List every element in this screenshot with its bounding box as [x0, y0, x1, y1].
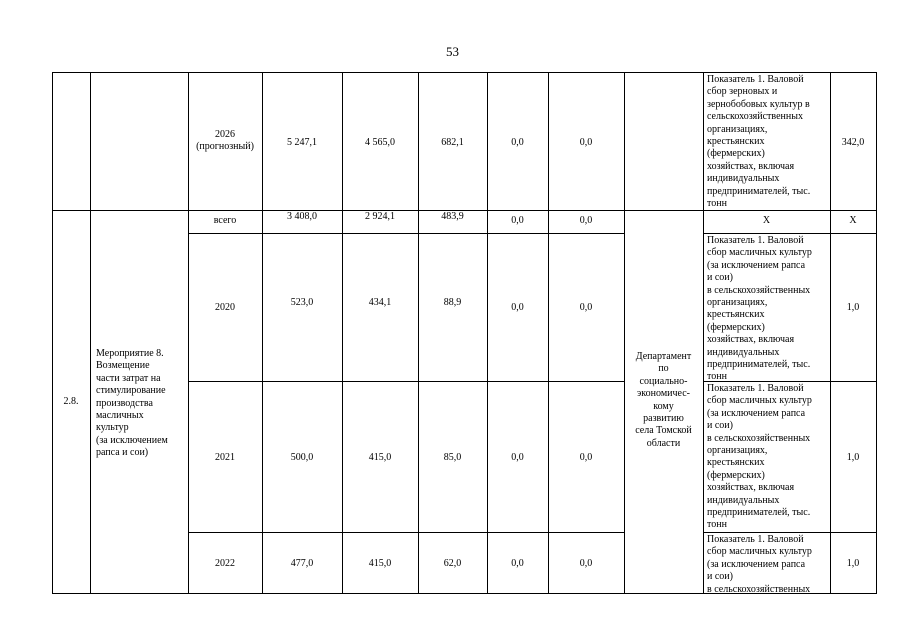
total-cell: 523,0	[290, 297, 314, 308]
local-cell: 0,0	[511, 302, 524, 313]
regional-cell: 415,0	[368, 452, 392, 463]
total-cell: 5 247,1	[287, 137, 317, 148]
indicator-cell: Показатель 1. Валовой сбор зерновых и зернобобовых культур в сельскохозяйственных организациях, крестьянских (фермерских) хозяйствах, включая индивидуальных предпринимателей, тыс. тонн	[707, 74, 811, 210]
total-cell: 3 408,0	[287, 211, 317, 222]
indicator-cell: Показатель 1. Валовой сбор масличных культур (за исключением рапса и сои) в сельскохозяйственных организациях, крестьянских (фермерских) хозяйствах, включая индивидуальных предпринимателей, тыс. тонн	[707, 383, 812, 531]
item-number-cell: 2.8.	[63, 396, 79, 407]
col-border-0	[52, 72, 53, 594]
total-cell: 477,0	[290, 558, 314, 569]
local-cell: 0,0	[511, 215, 524, 226]
table-top-border	[52, 72, 876, 73]
row-border-4	[188, 532, 624, 533]
year-cell: всего	[213, 215, 237, 226]
local-cell: 0,0	[511, 558, 524, 569]
indicator-value-cell: 342,0	[841, 137, 865, 148]
indicator-value-cell: 1,0	[846, 302, 860, 313]
indicator-value-cell: 1,0	[846, 452, 860, 463]
row-border-4b	[703, 532, 876, 533]
col-border-3	[262, 72, 263, 594]
regional-cell: 2 924,1	[365, 211, 395, 222]
col-border-9	[703, 72, 704, 594]
col-border-11	[876, 72, 877, 594]
col-border-10	[830, 72, 831, 594]
regional-cell: 415,0	[368, 558, 392, 569]
col-border-6	[487, 72, 488, 594]
local-cell: 0,0	[511, 452, 524, 463]
indicator-cell: Показатель 1. Валовой сбор масличных культур (за исключением рапса и сои) в сельскохозяйственных	[707, 534, 812, 595]
col-border-1	[90, 72, 91, 594]
col-border-8	[624, 72, 625, 594]
total-cell: 500,0	[290, 452, 314, 463]
local-cell: 0,0	[511, 137, 524, 148]
year-cell: 2026 (прогнозный)	[196, 129, 254, 153]
other-cell: 0,0	[579, 215, 593, 226]
federal-cell: 88,9	[443, 297, 462, 308]
federal-cell: 85,0	[443, 452, 462, 463]
indicator-value-cell: 1,0	[846, 558, 860, 569]
row-border-3	[188, 381, 624, 382]
measure-name-cell: Мероприятие 8. Возмещение части затрат на стимулирование производства масличных культур (за исключением рапса и сои)	[96, 348, 168, 459]
federal-cell: 62,0	[443, 558, 462, 569]
year-cell: 2021	[215, 452, 235, 463]
row-border-2b	[703, 233, 876, 234]
other-cell: 0,0	[579, 452, 593, 463]
indicator-cell: Х	[762, 215, 771, 226]
regional-cell: 4 565,0	[365, 137, 395, 148]
other-cell: 0,0	[579, 558, 593, 569]
other-cell: 0,0	[579, 137, 593, 148]
page-number: 53	[446, 44, 459, 59]
col-border-4	[342, 72, 343, 594]
responsible-department-cell: Департамент по социально- экономичес- кому развитию села Томской области	[635, 351, 692, 449]
row-border-2	[188, 233, 624, 234]
year-cell: 2020	[215, 302, 235, 313]
regional-cell: 434,1	[368, 297, 392, 308]
other-cell: 0,0	[579, 302, 593, 313]
year-cell: 2022	[215, 558, 235, 569]
col-border-5	[418, 72, 419, 594]
federal-cell: 682,1	[441, 137, 464, 148]
col-border-7	[548, 72, 549, 594]
indicator-cell: Показатель 1. Валовой сбор масличных культур (за исключением рапса и сои) в сельскохозяйственных организациях, крестьянских (фермерских) хозяйствах, включая индивидуальных предпринимателей, тыс. тонн	[707, 235, 812, 383]
indicator-value-cell: Х	[849, 215, 857, 226]
federal-cell: 483,9	[441, 211, 464, 222]
